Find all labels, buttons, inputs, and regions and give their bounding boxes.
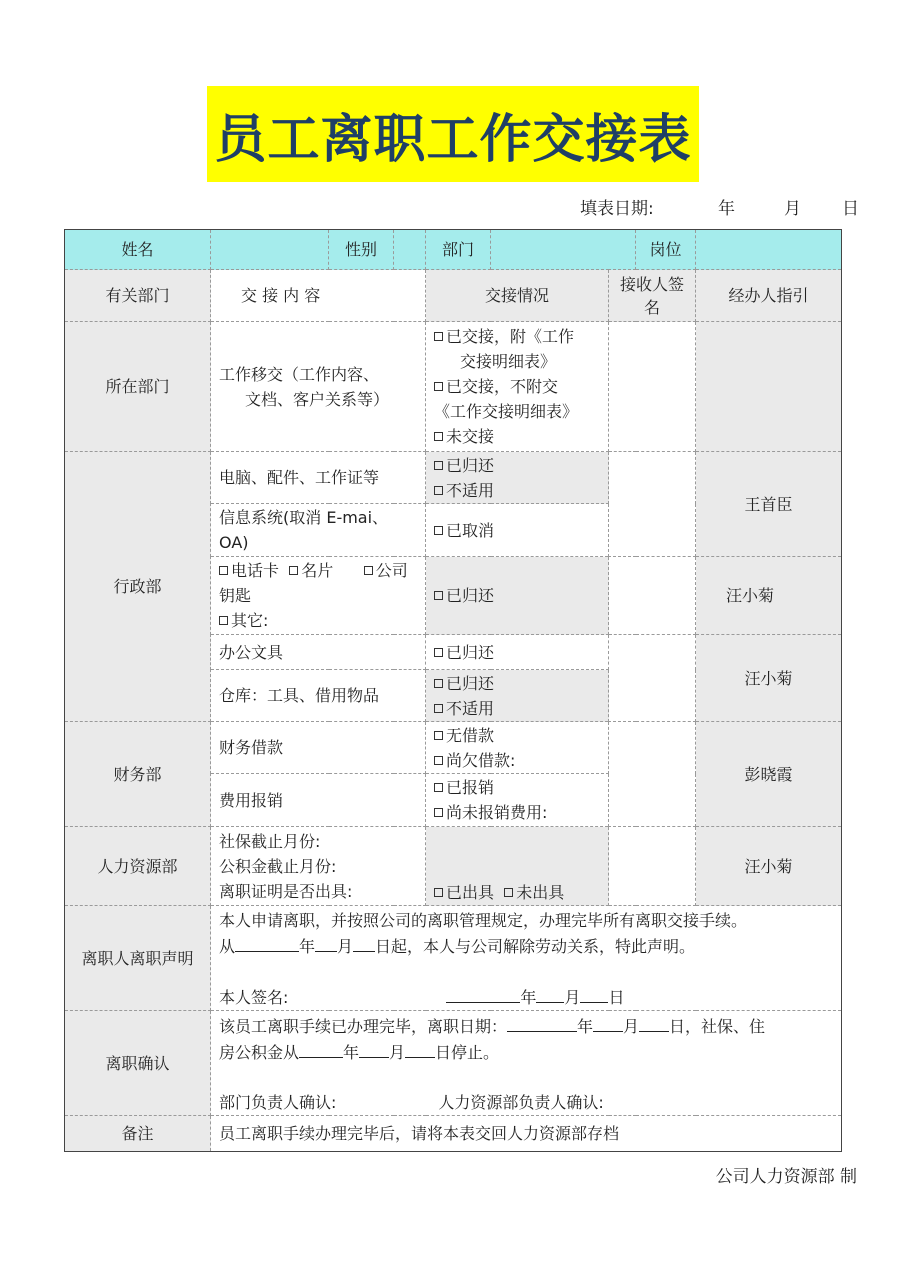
position-label: 岗位: [636, 230, 696, 270]
checkbox-icon[interactable]: [434, 783, 443, 792]
notes-label: 备注: [65, 1116, 211, 1152]
admin-status-4: [426, 635, 609, 670]
sign-year: 年: [520, 988, 537, 1007]
dept-head-confirm: 部门负责人确认:: [219, 1093, 337, 1112]
checkbox-icon[interactable]: [434, 486, 443, 495]
finance-handler: 彭晓霞: [696, 722, 842, 827]
gender-value[interactable]: [394, 230, 426, 270]
own-status-3: 未交接: [446, 427, 495, 446]
admin-label: 行政部: [65, 452, 211, 722]
finance-status-2a: 已报销: [446, 778, 495, 797]
leave-month-blank[interactable]: [593, 1013, 623, 1032]
finance-status-1a: 无借款: [446, 725, 495, 745]
sign-month-blank[interactable]: [536, 984, 564, 1003]
leave-year: 年: [577, 1017, 594, 1036]
own-dept-row: [65, 322, 842, 452]
checkbox-icon[interactable]: [434, 591, 443, 600]
declaration-month-blank[interactable]: [315, 933, 337, 952]
admin-receiver-1[interactable]: [609, 452, 696, 557]
admin-handler-4: 汪小菊: [696, 635, 842, 722]
admin-status-5a: 已归还: [446, 673, 495, 693]
name-value[interactable]: [211, 230, 329, 270]
leave-year-blank[interactable]: [507, 1013, 577, 1032]
page-title: 员工离职工作交接表: [214, 109, 692, 170]
admin-status-1b: 不适用: [446, 480, 495, 500]
own-status-2: 已交接，不附交: [446, 377, 559, 396]
social-insurance-month: 社保截止月份:: [219, 831, 321, 851]
hr-handler: 汪小菊: [696, 827, 842, 906]
hr-status-not-issued: 未出具: [516, 883, 565, 902]
finance-row-1: [65, 722, 842, 774]
sign-year-blank[interactable]: [446, 984, 520, 1003]
checkbox-icon[interactable]: [434, 679, 443, 688]
checkbox-icon[interactable]: [434, 461, 443, 470]
column-header-row: [65, 270, 842, 322]
col-dept: 有关部门: [65, 270, 211, 322]
admin-content-3: [211, 557, 426, 635]
sign-month: 月: [564, 988, 581, 1007]
confirm-row: [65, 1011, 842, 1116]
finance-status-1b: 尚欠借款:: [446, 750, 516, 770]
sign-day: 日: [608, 988, 625, 1007]
finance-status-2b: 尚未报销费用:: [446, 803, 548, 822]
col-content: 交 接 内 容: [211, 270, 426, 322]
fill-date-day: 日: [842, 199, 859, 219]
notes-row: [65, 1116, 842, 1152]
own-content-line2: 文档、客户关系等）: [245, 389, 390, 409]
admin-status-3-text: 已归还: [446, 586, 495, 605]
own-dept-label: 所在部门: [65, 322, 211, 452]
finance-receiver[interactable]: [609, 722, 696, 827]
own-content-line1: 工作移交（工作内容、: [219, 364, 380, 384]
admin-content-4: 办公文具: [211, 635, 426, 670]
own-dept-content: [211, 322, 426, 452]
footer-issuer: 公司人力资源部 制: [715, 1167, 857, 1187]
checkbox-icon[interactable]: [289, 566, 298, 575]
stop-year: 年: [343, 1043, 360, 1062]
checkbox-icon[interactable]: [434, 756, 443, 765]
hr-head-confirm: 人力资源部负责人确认:: [438, 1093, 604, 1112]
certificate-issued: 离职证明是否出具:: [219, 881, 353, 901]
handover-table: [64, 229, 842, 1152]
declaration-row: [65, 906, 842, 1011]
employee-signature-label: 本人签名:: [219, 988, 289, 1007]
admin-receiver-3[interactable]: [609, 557, 696, 635]
admin-row-1: [65, 452, 842, 504]
admin-status-1: [426, 452, 609, 504]
admin-status-5: [426, 670, 609, 722]
leave-day-blank[interactable]: [639, 1013, 669, 1032]
hr-status: [426, 827, 609, 906]
checkbox-icon[interactable]: [219, 566, 228, 575]
checkbox-icon[interactable]: [219, 616, 228, 625]
hr-status-issued: 已出具: [446, 883, 495, 902]
position-value[interactable]: [696, 230, 842, 270]
hr-row: [65, 827, 842, 906]
declaration-month: 月: [337, 937, 354, 956]
checkbox-icon[interactable]: [434, 704, 443, 713]
gender-label: 性别: [329, 230, 394, 270]
own-receiver-sign[interactable]: [609, 322, 696, 452]
notes-text: 员工离职手续办理完毕后，请将本表交回人力资源部存档: [211, 1116, 842, 1152]
confirm-label: 离职确认: [65, 1011, 211, 1116]
title-banner: [207, 86, 699, 182]
declaration-text: 本人申请离职，并按照公司的离职管理规定，办理完毕所有离职交接手续。: [219, 911, 748, 930]
leave-day-rest: 日，社保、住: [669, 1017, 766, 1036]
own-dept-status: [426, 322, 609, 452]
housing-fund-month: 公积金截止月份:: [219, 856, 337, 876]
admin-handler-3: 汪小菊: [696, 557, 842, 635]
declaration-label: 离职人离职声明: [65, 906, 211, 1011]
finance-content-2: 费用报销: [211, 774, 426, 827]
col-status: 交接情况: [426, 270, 609, 322]
company-key-item: 公司钥匙: [219, 561, 408, 605]
header-row: [65, 230, 842, 270]
leave-month: 月: [623, 1017, 640, 1036]
own-status-1: 已交接，附《工作: [446, 327, 575, 346]
col-handler: 经办人指引: [696, 270, 842, 322]
hr-receiver[interactable]: [609, 827, 696, 906]
admin-status-4-text: 已归还: [446, 642, 495, 662]
finance-content-1: 财务借款: [211, 722, 426, 774]
checkbox-icon[interactable]: [434, 648, 443, 657]
checkbox-icon[interactable]: [434, 526, 443, 535]
name-label: 姓名: [65, 230, 211, 270]
admin-status-2-text: 已取消: [446, 520, 495, 540]
admin-status-5b: 不适用: [446, 698, 495, 718]
declaration-day-rest: 日起，本人与公司解除劳动关系，特此声明。: [375, 937, 696, 956]
stop-day-blank[interactable]: [405, 1039, 435, 1058]
checkbox-icon[interactable]: [434, 432, 443, 441]
admin-status-1a: 已归还: [446, 455, 495, 475]
finance-label: 财务部: [65, 722, 211, 827]
checkbox-icon[interactable]: [434, 382, 443, 391]
own-status-2b: 《工作交接明细表》: [434, 402, 579, 421]
dept-label: 部门: [426, 230, 491, 270]
admin-content-2: 信息系统(取消 E-mai、OA): [211, 504, 426, 557]
admin-handler-1: 王首臣: [696, 452, 842, 557]
stop-month-blank[interactable]: [359, 1039, 389, 1058]
stop-day: 日停止。: [435, 1043, 500, 1062]
fund-from: 房公积金从: [219, 1043, 300, 1062]
col-receiver-text: 接收人签名: [619, 274, 684, 317]
admin-status-2: [426, 504, 609, 557]
checkbox-icon[interactable]: [434, 731, 443, 740]
stop-year-blank[interactable]: [299, 1039, 343, 1058]
fill-date: [560, 194, 870, 218]
fill-date-year: 年: [718, 199, 735, 219]
admin-content-1: 电脑、配件、工作证等: [211, 452, 426, 504]
phone-card-item: 电话卡: [231, 561, 280, 580]
admin-status-3: [426, 557, 609, 635]
checkbox-icon[interactable]: [434, 808, 443, 817]
confirm-text: 该员工离职手续已办理完毕，离职日期：: [219, 1017, 508, 1036]
declaration-year: 年: [299, 937, 316, 956]
col-receiver: [609, 270, 696, 322]
finance-status-1: [426, 722, 609, 774]
business-card-item: 名片: [301, 561, 334, 580]
own-handler: [696, 322, 842, 452]
confirm-content: [211, 1011, 842, 1116]
declaration-content: [211, 906, 842, 1011]
dept-value[interactable]: [491, 230, 636, 270]
checkbox-icon[interactable]: [434, 888, 443, 897]
checkbox-icon[interactable]: [434, 332, 443, 341]
declaration-year-blank[interactable]: [235, 933, 299, 952]
declaration-from: 从: [219, 937, 236, 956]
checkbox-icon[interactable]: [364, 566, 373, 575]
sign-day-blank[interactable]: [580, 984, 608, 1003]
admin-receiver-4[interactable]: [609, 635, 696, 722]
fill-date-label: 填表日期:: [580, 199, 654, 219]
hr-label: 人力资源部: [65, 827, 211, 906]
checkbox-icon[interactable]: [504, 888, 513, 897]
declaration-day-blank[interactable]: [353, 933, 375, 952]
own-status-1b: 交接明细表》: [460, 352, 557, 371]
stop-month: 月: [389, 1043, 406, 1062]
fill-date-month: 月: [784, 199, 801, 219]
admin-content-5: 仓库：工具、借用物品: [211, 670, 426, 722]
other-item: 其它:: [231, 611, 269, 630]
hr-content: [211, 827, 426, 906]
finance-status-2: [426, 774, 609, 827]
